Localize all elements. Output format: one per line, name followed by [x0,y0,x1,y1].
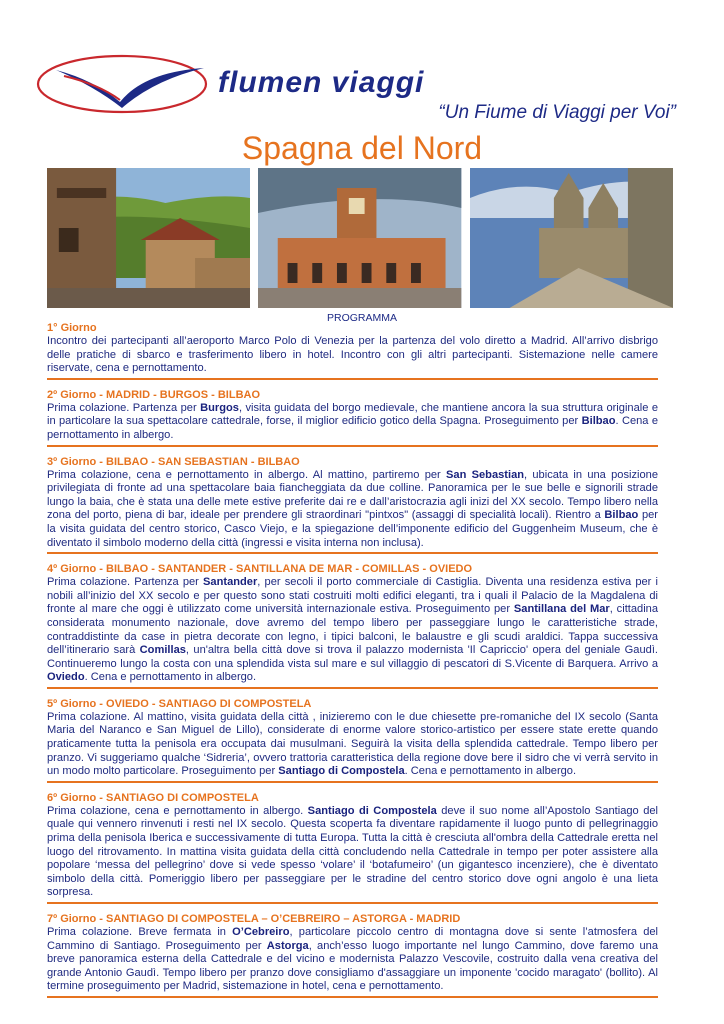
text-segment: Prima colazione. Partenza per [47,401,201,414]
place-name: O’Cebreiro [232,926,290,938]
place-name: San Sebastian [446,468,525,481]
text-segment: Incontro dei partecipanti all’aeroporto Marco Polo di Venezia per la partenza del volo diretto a Madrid. All’arrivo disbrigo delle pratiche di sbarco e trasferimento libero in hotel. Incontro con gli altri partecipanti. Sistemazione nelle camere riservate, cena e pernottamento. [47,335,658,375]
text-segment: , anch’esso luogo importante nel lungo Cammino, dove faremo una breve panoramica esterna della Cattedrale e del vicino e modernista Palazzo Vescovile, costruito dalla vena creativa del grande Antonio Gaudì. Tempo libero per pranzo dove consigliamo d'assaggiare un imponente 'cocido maragato' (bollito). Al termine proseguimento per Madrid, sistemazione in hotel, cena e pernottamento. [47,939,658,993]
day-description [47,926,658,994]
text-segment: Prima colazione. Partenza per [47,576,204,589]
day-heading: 4º Giorno - BILBAO - SANTANDER - SANTILLANA DE MAR - COMILLAS - OVIEDO [47,563,473,576]
brand-name: flumen viaggi [218,66,425,99]
text-segment: deve il suo nome all’Apostolo Santiago del quale qui vennero rinvenuti i resti nel IX secolo. Questa scoperta fa diventare rapidamente il luogo punto di pellegrinaggio prima della penisola Iberica e successivamente di tutta Europa. Tutta la città è cresciuta all'ombra della Cattedrale eretta nel luogo del ritrovamento. In mattina visita guidata della città concludendo nella Cattedrale in tempo per poter assistere alla popolare ‘messa del pellegrino’ dove si vede spesso ‘volare’ il ‘botafumeiro’ (un gigantesco incenziere), che è diventato simbolo della città. Pomeriggio libero per passeggiare per le stradine del centro storico dove ogni angolo è una lieta sorpresa. [47,804,658,899]
day-heading: 3º Giorno - BILBAO - SAN SEBASTIAN - BILBAO [47,455,300,468]
text-segment: . Cena e pernottamento in albergo. [404,765,577,778]
place-name: Oviedo [47,671,85,684]
place-name: Santander [203,576,258,589]
text-segment: , visita guidata del borgo medievale, che mantiene ancora la sua struttura originale e in particolare la sua spettacolare cattedrale, forse, il miglior edificio gotico della Spagna. Proseguimento per [47,401,658,428]
day-section [47,389,658,447]
day-section [47,698,658,783]
day-heading: 7º Giorno - SANTIAGO DI COMPOSTELA – O’CEBREIRO – ASTORGA - MADRID [47,913,461,925]
day-description [47,805,658,900]
photo-strip [47,168,673,308]
text-segment: Prima colazione, cena e pernottamento in albergo. Al mattino, partiremo per [47,468,446,481]
program-label: PROGRAMMA [326,312,397,324]
place-name: Burgos [200,401,239,414]
santiago-cathedral-photo [470,168,673,308]
text-segment: . Cena e pernottamento in albergo. [47,415,659,441]
place-name: Santiago di Compostela [307,804,437,817]
place-name: Bilbao [604,509,639,522]
place-name: Santiago di Compostela [278,765,405,778]
day-heading: 2º Giorno - MADRID - BURGOS - BILBAO [47,388,261,401]
day-section [47,792,658,904]
day-heading: 5º Giorno - OVIEDO - SANTIAGO DI COMPOSTELA [47,697,312,710]
text-segment: , un'altra bella città dove si trova il palazzo modernista 'Il Capriccio' opera del geniale Gaudì. Continueremo lungo la costa con una splendida vista sul mare e sul villaggio di pescatori di S.Vicente di Barquera. Arrivo a [47,644,658,670]
day-section [47,563,658,689]
text-segment: per la visita guidata del centro storico, Casco Viejo, e la spiegazione dell’imponente edificio del Guggenheim Museum, che è diventato il simbolo moderno della città (ingressi e visita interna non inclusa). [47,509,658,549]
text-segment: . Cena e pernottamento in albergo. [84,671,257,684]
slogan: “Un Fiume di Viaggi per Voi” [438,102,676,123]
day-section [47,322,658,380]
page-title: Spagna del Nord [241,130,483,166]
text-segment: Prima colazione. Breve fermata in [47,926,233,938]
place-name: Comillas [139,644,186,657]
text-segment: Prima colazione. Al mattino, visita guidata della città , inizieremo con le due chiesette pre-romaniche del IX secolo (Santa Maria del Naranco e San Miguel de Lillo), considerate di enorme valore storico-artistico per essere state erette quando praticamente tutta la penisola era occupata dai musulmani. Seguirà la visita della splendida cattedrale. Tempo libero per pranzo. Vi suggeriamo qualche ‘Sidreria’, ovvero trattoria caratteristica della regione dove bere il sidro che vi verrà servito in un modo molto particolare. Proseguimento per [47,710,658,778]
text-segment: , particolare piccolo centro di montagna dove si sente l’atmosfera del Cammino di Santiago. Proseguimento per [47,926,658,952]
day-section [47,913,658,998]
text-segment: , ubicata in una posizione privilegiata di fronte ad una spettacolare baia fiancheggiata da due colline. Panoramica per le sue belle e signorili strade lungo la baia, che è stata una delle mete estive preferite dai re e dall’aristocrazia agli inizi del XX secolo. Tempo libero nella zona del porto, piena di bar, ideale per prendere gli straordinari "pintxos" (assaggi di specialità locali). Rientro a [47,468,658,522]
day-description [47,711,658,779]
place-name: Astorga [266,939,309,952]
day-heading: 1° Giorno [47,322,97,334]
oviedo-square-photo [258,168,461,308]
text-segment: Prima colazione, cena e pernottamento in albergo. [47,804,308,817]
flumen-logo [34,50,224,122]
place-name: Santillana del Mar [513,603,610,616]
day-section [47,456,658,555]
day-heading: 6º Giorno - SANTIAGO DI COMPOSTELA [47,791,259,804]
day-description [47,335,658,376]
text-segment: , per secoli il porto commerciale di Castiglia. Diventa una residenza estiva per i nobili all’inizio del XX secolo e per questo sono stati costruiti molti edifici eleganti, tra i quali il Palacio de la Magdalena di fronte al mare che oggi è utilizzato come università internazionale estiva. Proseguimento per [47,576,658,616]
day-description [47,576,658,685]
place-name: Bilbao [581,415,616,428]
santillana-village-photo [47,168,250,308]
itinerary [47,322,658,1007]
day-description [47,469,658,551]
day-description [47,402,658,443]
text-segment: , cittadina considerata monumento nazionale, dove avremo del tempo libero per passeggiare lungo le caratteristiche strade, contraddistinte da case in pietra decorate con legno, i tipici balconi, le balaustre e gli scudi araldici. Tappa successiva dell’itinerario sarà [47,603,658,657]
